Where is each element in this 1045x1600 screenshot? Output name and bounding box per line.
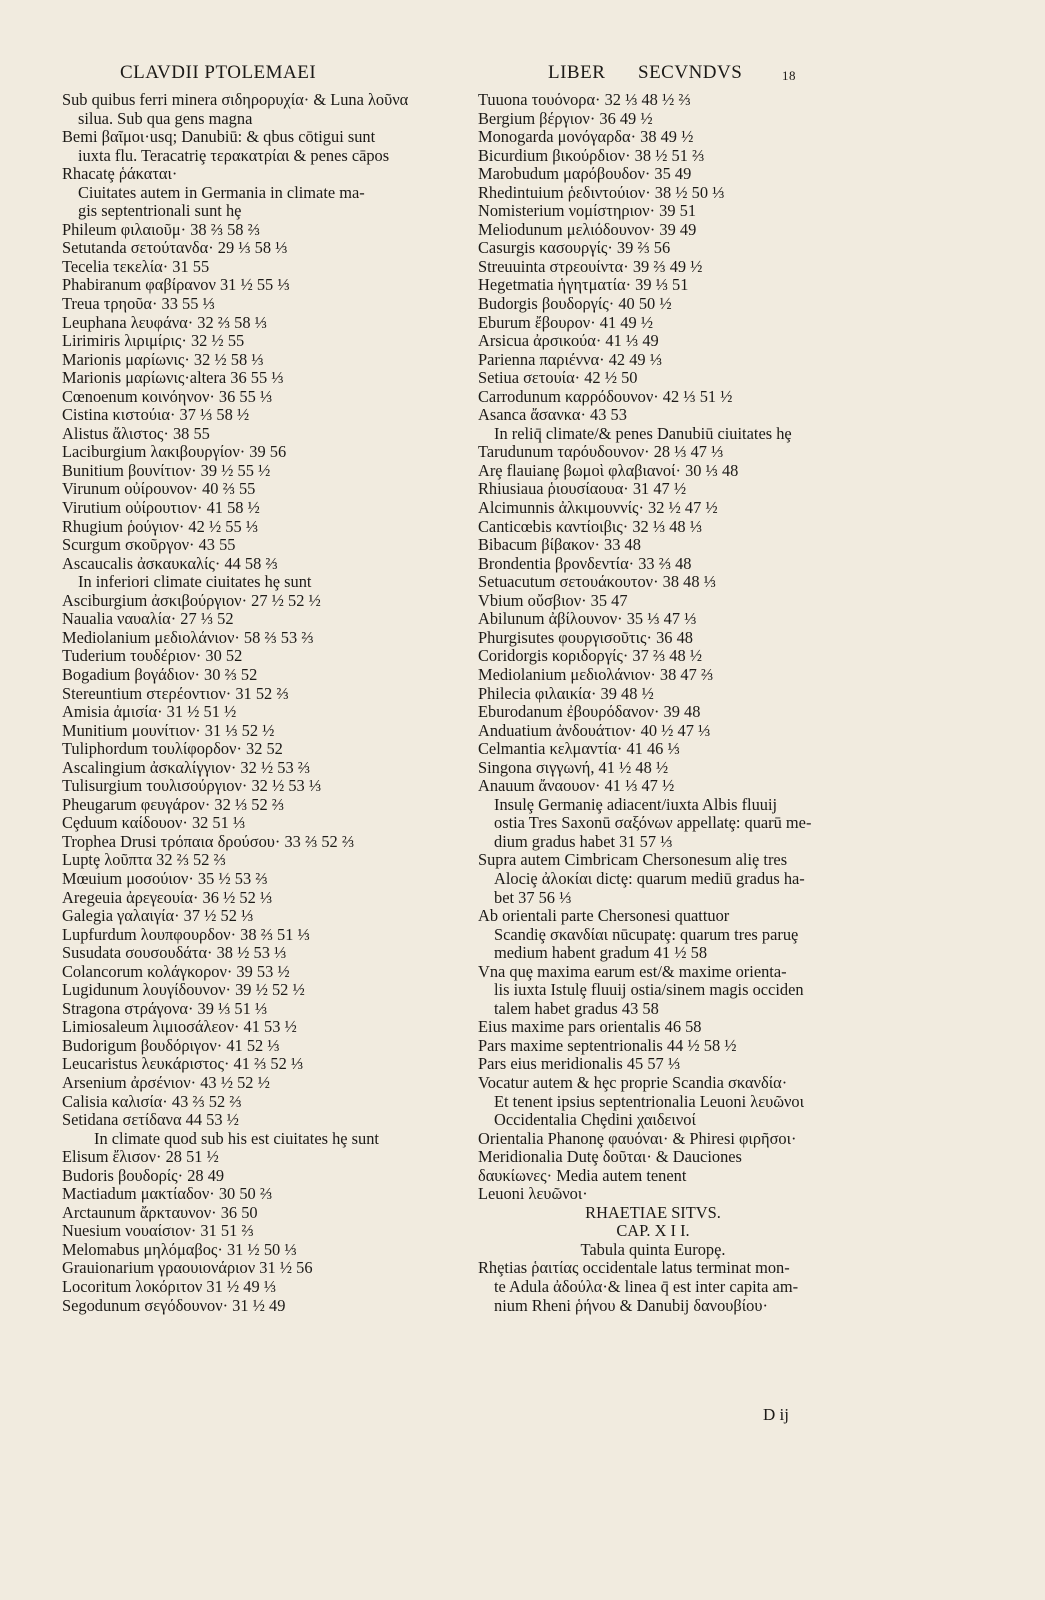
text-line: ostia Tres Saxonū σαξόνων appellatȩ: quarū me- — [494, 814, 812, 833]
text-line: Leuphana λευφάνα· 32 ⅔ 58 ⅓ — [62, 313, 267, 332]
text-line: Calisia καλισία· 43 ⅔ 52 ⅔ — [62, 1092, 242, 1111]
text-line: Tabula quinta Europȩ. — [580, 1240, 726, 1259]
text-line: Tuuona τουόνορα· 32 ⅓ 48 ½ ⅔ — [478, 91, 691, 109]
text-line: Monogarda μονόγαρδα· 38 49 ½ — [478, 128, 694, 147]
text-line: Phileum φιλαιοῦμ· 38 ⅔ 58 ⅔ — [62, 220, 260, 239]
text-line: Scandiȩ σκανδίαι nūcupatȩ: quarum tres paruȩ — [494, 925, 799, 944]
text-line: Nomisterium νομίστηριον· 39 51 — [478, 202, 697, 221]
text-line: Celmantia κελμαντία· 41 46 ⅓ — [478, 740, 680, 759]
text-line: Limiosaleum λιμιοσάλεον· 41 53 ½ — [62, 1018, 297, 1037]
text-line: Setiua σετουία· 42 ½ 50 — [478, 369, 638, 388]
text-line: Alcimunnis ἀλκιμουννίς· 32 ½ 47 ½ — [478, 499, 718, 518]
text-line: Lugidunum λουγίδουνον· 39 ½ 52 ½ — [62, 981, 305, 1000]
text-line: Cȩduum καίδουον· 32 51 ⅓ — [62, 814, 246, 833]
text-line: Virunum οὐίρουνον· 40 ⅔ 55 — [62, 480, 256, 499]
text-line: Arsicua ἀρσικούα· 41 ⅓ 49 — [478, 332, 659, 351]
text-line: Bemi βαῖμοι·usq; Danubiū: & qbus cōtigui sunt — [62, 128, 376, 147]
text-line: Marionis μαρίωνις·altera 36 55 ⅓ — [62, 369, 284, 388]
text-line: Mactiadum μακτίαδον· 30 50 ⅔ — [62, 1185, 273, 1204]
text-line: Abilunum ἀβίλουνον· 35 ⅓ 47 ⅓ — [478, 610, 697, 629]
text-line: Arctaunum ἄρκταυνον· 36 50 — [62, 1203, 258, 1222]
text-line: Brondentia βρονδεντία· 33 ⅔ 48 — [478, 554, 692, 573]
text-line: Tuliphordum τουλίφορδον· 32 52 — [62, 740, 283, 759]
text-line: Canticœbis καντίοιβις· 32 ⅓ 48 ⅓ — [478, 517, 703, 536]
text-line: Vna quȩ maxima earum est/& maxime orienta- — [478, 962, 787, 981]
text-line: Streuuinta στρεουίντα· 39 ⅔ 49 ½ — [478, 257, 703, 276]
running-title-right: SECVNDVS — [638, 62, 743, 83]
text-line: Amisia ἀμισία· 31 ½ 51 ½ — [62, 703, 237, 722]
text-line: Eburodanum ἐβουρόδανον· 39 48 — [478, 703, 701, 722]
text-line: Anauum ἄναουον· 41 ⅓ 47 ½ — [478, 777, 675, 796]
text-line: Naualia ναυαλία· 27 ⅓ 52 — [62, 610, 234, 629]
text-line: Virutium οὐίρουτιον· 41 58 ½ — [62, 499, 260, 518]
text-line: Elisum ἔλισον· 28 51 ½ — [62, 1148, 219, 1167]
text-line: Mediolanium μεδιολάνιον· 38 47 ⅔ — [478, 665, 714, 684]
text-line: Colancorum κολάγκορον· 39 53 ½ — [62, 962, 290, 981]
text-line: Asciburgium ἀσκιβούργιον· 27 ½ 52 ½ — [62, 591, 321, 610]
running-header — [0, 62, 1045, 88]
text-line: Rhugium ῥούγιον· 42 ½ 55 ⅓ — [62, 517, 259, 536]
text-line: Bibacum βίβακον· 33 48 — [478, 536, 641, 555]
text-line: Pars maxime septentrionalis 44 ½ 58 ½ — [478, 1036, 737, 1055]
text-line: lis iuxta Istulȩ fluuij ostia/sinem magis occiden — [494, 981, 804, 1000]
text-line: Marionis μαρίωνις· 32 ½ 58 ⅓ — [62, 350, 264, 369]
text-line: In climate quod sub his est ciuitates hȩ sunt — [94, 1129, 379, 1148]
text-line: Mediolanium μεδιολάνιον· 58 ⅔ 53 ⅔ — [62, 628, 314, 647]
text-line: Leuoni λευῶνοι· — [478, 1185, 588, 1204]
text-line: bet 37 56 ⅓ — [494, 888, 572, 907]
text-line: Laciburgium λακιβουργίον· 39 56 — [62, 443, 287, 462]
text-line: Treua τρηοῦα· 33 55 ⅓ — [62, 295, 215, 314]
text-line: Lupfurdum λουπφουρδον· 38 ⅔ 51 ⅓ — [62, 925, 310, 944]
text-line: Parienna παριέννα· 42 49 ⅓ — [478, 350, 663, 369]
text-line: Asanca ἄσανκα· 43 53 — [478, 406, 627, 425]
text-line: Susudata σουσουδάτα· 38 ½ 53 ⅓ — [62, 944, 287, 963]
text-line: Coridorgis κοριδοργίς· 37 ⅔ 48 ½ — [478, 647, 703, 666]
signature-mark: D ij — [763, 1405, 789, 1424]
text-line: Alistus ἄλιστος· 38 55 — [62, 424, 210, 443]
text-line: dium gradus habet 31 57 ⅓ — [494, 832, 673, 851]
text-line: gis septentrionali sunt hȩ — [78, 202, 242, 221]
text-line: Cistina κιστούια· 37 ⅓ 58 ½ — [62, 406, 250, 425]
text-line: Ab orientali parte Chersonesi quattuor — [478, 907, 730, 926]
text-line: Meridionalia Dutȩ δοῦται· & Dauciones — [478, 1148, 742, 1167]
text-line: iuxta flu. Teracatriȩ τερακατρίαι & penes cāpos — [78, 146, 390, 165]
text-line: Meliodunum μελιόδουνον· 39 49 — [478, 220, 697, 239]
text-line: Bergium βέργιον· 36 49 ½ — [478, 109, 653, 128]
text-line: Trophea Drusi τρόπαια δρούσου· 33 ⅔ 52 ⅔ — [62, 832, 355, 851]
text-line: Bicurdium βικούρδιον· 38 ½ 51 ⅔ — [478, 146, 705, 165]
text-line: Aregeuia ἀρεγεουία· 36 ½ 52 ⅓ — [62, 888, 273, 907]
text-line: Bogadium βογάδιον· 30 ⅔ 52 — [62, 665, 258, 684]
text-line: Setutanda σετούτανδα· 29 ⅓ 58 ⅓ — [62, 239, 288, 258]
text-line: Grauionarium γραουιονάριον 31 ½ 56 — [62, 1259, 313, 1278]
text-line: Tulisurgium τουλισούργιον· 32 ½ 53 ⅓ — [62, 777, 322, 796]
text-line: Phurgisutes φουργισοῦτις· 36 48 — [478, 628, 693, 647]
text-line: te Adula ἀδούλα·& linea q̄ est inter capita am- — [494, 1278, 799, 1296]
text-line: Stragona στράγονα· 39 ⅓ 51 ⅓ — [62, 999, 268, 1018]
text-line: Pheugarum φευγάρον· 32 ⅓ 52 ⅔ — [62, 795, 285, 814]
text-line: Rhedintuium ῥεδιντούιον· 38 ½ 50 ⅓ — [478, 183, 725, 202]
text-line: Tuderium τουδέριον· 30 52 — [62, 647, 243, 666]
text-line: Budoris βουδορίς· 28 49 — [62, 1166, 225, 1185]
text-line: Philecia φιλαικία· 39 48 ½ — [478, 684, 654, 703]
text-line: Ascaucalis ἀσκαυκαλίς· 44 58 ⅔ — [62, 554, 278, 573]
text-line: Cœnoenum κοινόηνον· 36 55 ⅓ — [62, 387, 273, 406]
text-line: Leucaristus λευκάριστος· 41 ⅔ 52 ⅓ — [62, 1055, 304, 1074]
text-line: Eius maxime pars orientalis 46 58 — [478, 1018, 702, 1037]
text-line: δαυκίωνες· Media autem tenent — [478, 1166, 687, 1185]
text-line: Vocatur autem & hȩc proprie Scandia σκανδία· — [478, 1073, 788, 1092]
text-line: Phabiranum φαβίρανον 31 ½ 55 ⅓ — [62, 276, 290, 295]
text-line: Orientalia Phanonȩ φαυόναι· & Phiresi φιρῆσοι· — [478, 1129, 797, 1148]
text-line: talem habet gradus 43 58 — [494, 999, 659, 1018]
text-line: Segodunum σεγόδουνον· 31 ½ 49 — [62, 1296, 286, 1315]
text-line: Eburum ἔβουρον· 41 49 ½ — [478, 313, 654, 332]
text-line: Ascalingium ἀσκαλίγγιον· 32 ½ 53 ⅔ — [62, 758, 311, 777]
text-line: Pars eius meridionalis 45 57 ⅓ — [478, 1055, 681, 1074]
text-line: RHAETIAE SITVS. — [585, 1203, 721, 1222]
text-line: nium Rheni ῥήνου & Danubij δανουβίου· — [494, 1296, 768, 1315]
running-title-left: CLAVDII PTOLEMAEI — [120, 62, 317, 83]
text-line: Galegia γαλαιγία· 37 ½ 52 ⅓ — [62, 907, 254, 926]
text-line: Nuesium νουαίσιον· 31 51 ⅔ — [62, 1222, 254, 1241]
text-line: In reliq̄ climate/& penes Danubiū ciuitates hȩ — [494, 424, 792, 443]
text-line: Lirimiris λιριμίρις· 32 ½ 55 — [62, 332, 245, 351]
left-text-column — [62, 91, 442, 1315]
text-line: Rhiusiaua ῥιουσίαουα· 31 47 ½ — [478, 480, 687, 499]
text-line: Budorgis βουδοργίς· 40 50 ½ — [478, 295, 672, 314]
text-line: Singona σιγγωνή, 41 ½ 48 ½ — [478, 758, 669, 777]
text-line: Budorigum βουδόριγον· 41 52 ⅓ — [62, 1036, 280, 1055]
text-line: Insulȩ Germaniȩ adiacent/iuxta Albis fluuij — [494, 795, 778, 814]
text-line: Setuacutum σετουάκουτον· 38 48 ⅓ — [478, 573, 716, 592]
text-line: Setidana σετίδανα 44 53 ½ — [62, 1111, 239, 1130]
text-line: Melomabus μηλόμαβος· 31 ½ 50 ⅓ — [62, 1240, 297, 1259]
text-line: Scurgum σκοῦργον· 43 55 — [62, 536, 236, 555]
text-line: Rhacatȩ ῥάκαται· — [62, 165, 178, 184]
text-line: Sub quibus ferri minera σιδηρορυχία· & Luna λοῦνα — [62, 91, 409, 109]
text-line: Rhȩtias ῥαιτίας occidentale latus terminat mon- — [478, 1259, 790, 1278]
text-line: Carrodunum καρρόδουνον· 42 ⅓ 51 ½ — [478, 387, 733, 406]
text-line: Marobudum μαρόβουδον· 35 49 — [478, 165, 692, 184]
text-line: medium habent gradum 41 ½ 58 — [494, 944, 708, 963]
text-line: Munitium μουνίτιον· 31 ⅓ 52 ½ — [62, 721, 275, 740]
text-line: Tarudunum ταρόυδουνον· 28 ⅓ 47 ⅓ — [478, 443, 724, 462]
text-line: Stereuntium στερέοντιον· 31 52 ⅔ — [62, 684, 289, 703]
text-line: Mœuium μοσούιον· 35 ½ 53 ⅔ — [62, 869, 268, 888]
text-line: Luptȩ λοῦπτα 32 ⅔ 52 ⅔ — [62, 851, 226, 870]
text-line: Occidentalia Chȩdini χαιδεινοί — [494, 1111, 696, 1130]
text-line: silua. Sub qua gens magna — [78, 109, 253, 128]
text-line: Vbium οὔσβιον· 35 47 — [478, 591, 628, 610]
text-line: Bunitium βουνίτιον· 39 ½ 55 ½ — [62, 461, 271, 480]
running-title-liber: LIBER — [548, 62, 606, 83]
text-line: Ciuitates autem in Germania in climate ma- — [78, 183, 365, 202]
folio-number: 18 — [782, 68, 796, 83]
text-line: Et tenent ipsius septentrionalia Leuoni λευῶνοι — [494, 1092, 805, 1111]
text-line: Alociȩ ἀλοκίαι dictȩ: quarum mediū gradus ha- — [494, 869, 805, 888]
right-text-column — [478, 91, 828, 1315]
text-line: Locoritum λοκόριτον 31 ½ 49 ⅓ — [62, 1278, 277, 1296]
text-line: Arsenium ἀρσένιον· 43 ½ 52 ½ — [62, 1073, 270, 1092]
text-line: Hegetmatia ἡγητματία· 39 ⅓ 51 — [478, 276, 689, 295]
text-line: Tecelia τεκελία· 31 55 — [62, 257, 210, 276]
text-line: Arȩ flauianȩ βωμοὶ φλαβιανοί· 30 ⅓ 48 — [478, 461, 739, 480]
text-line: Supra autem Cimbricam Chersonesum aliȩ tres — [478, 851, 788, 870]
text-line: CAP. X I I. — [616, 1222, 690, 1241]
text-line: In inferiori climate ciuitates hȩ sunt — [78, 573, 312, 592]
text-line: Casurgis κασουργίς· 39 ⅔ 56 — [478, 239, 671, 258]
text-line: Anduatium ἀνδουάτιον· 40 ½ 47 ⅓ — [478, 721, 711, 740]
